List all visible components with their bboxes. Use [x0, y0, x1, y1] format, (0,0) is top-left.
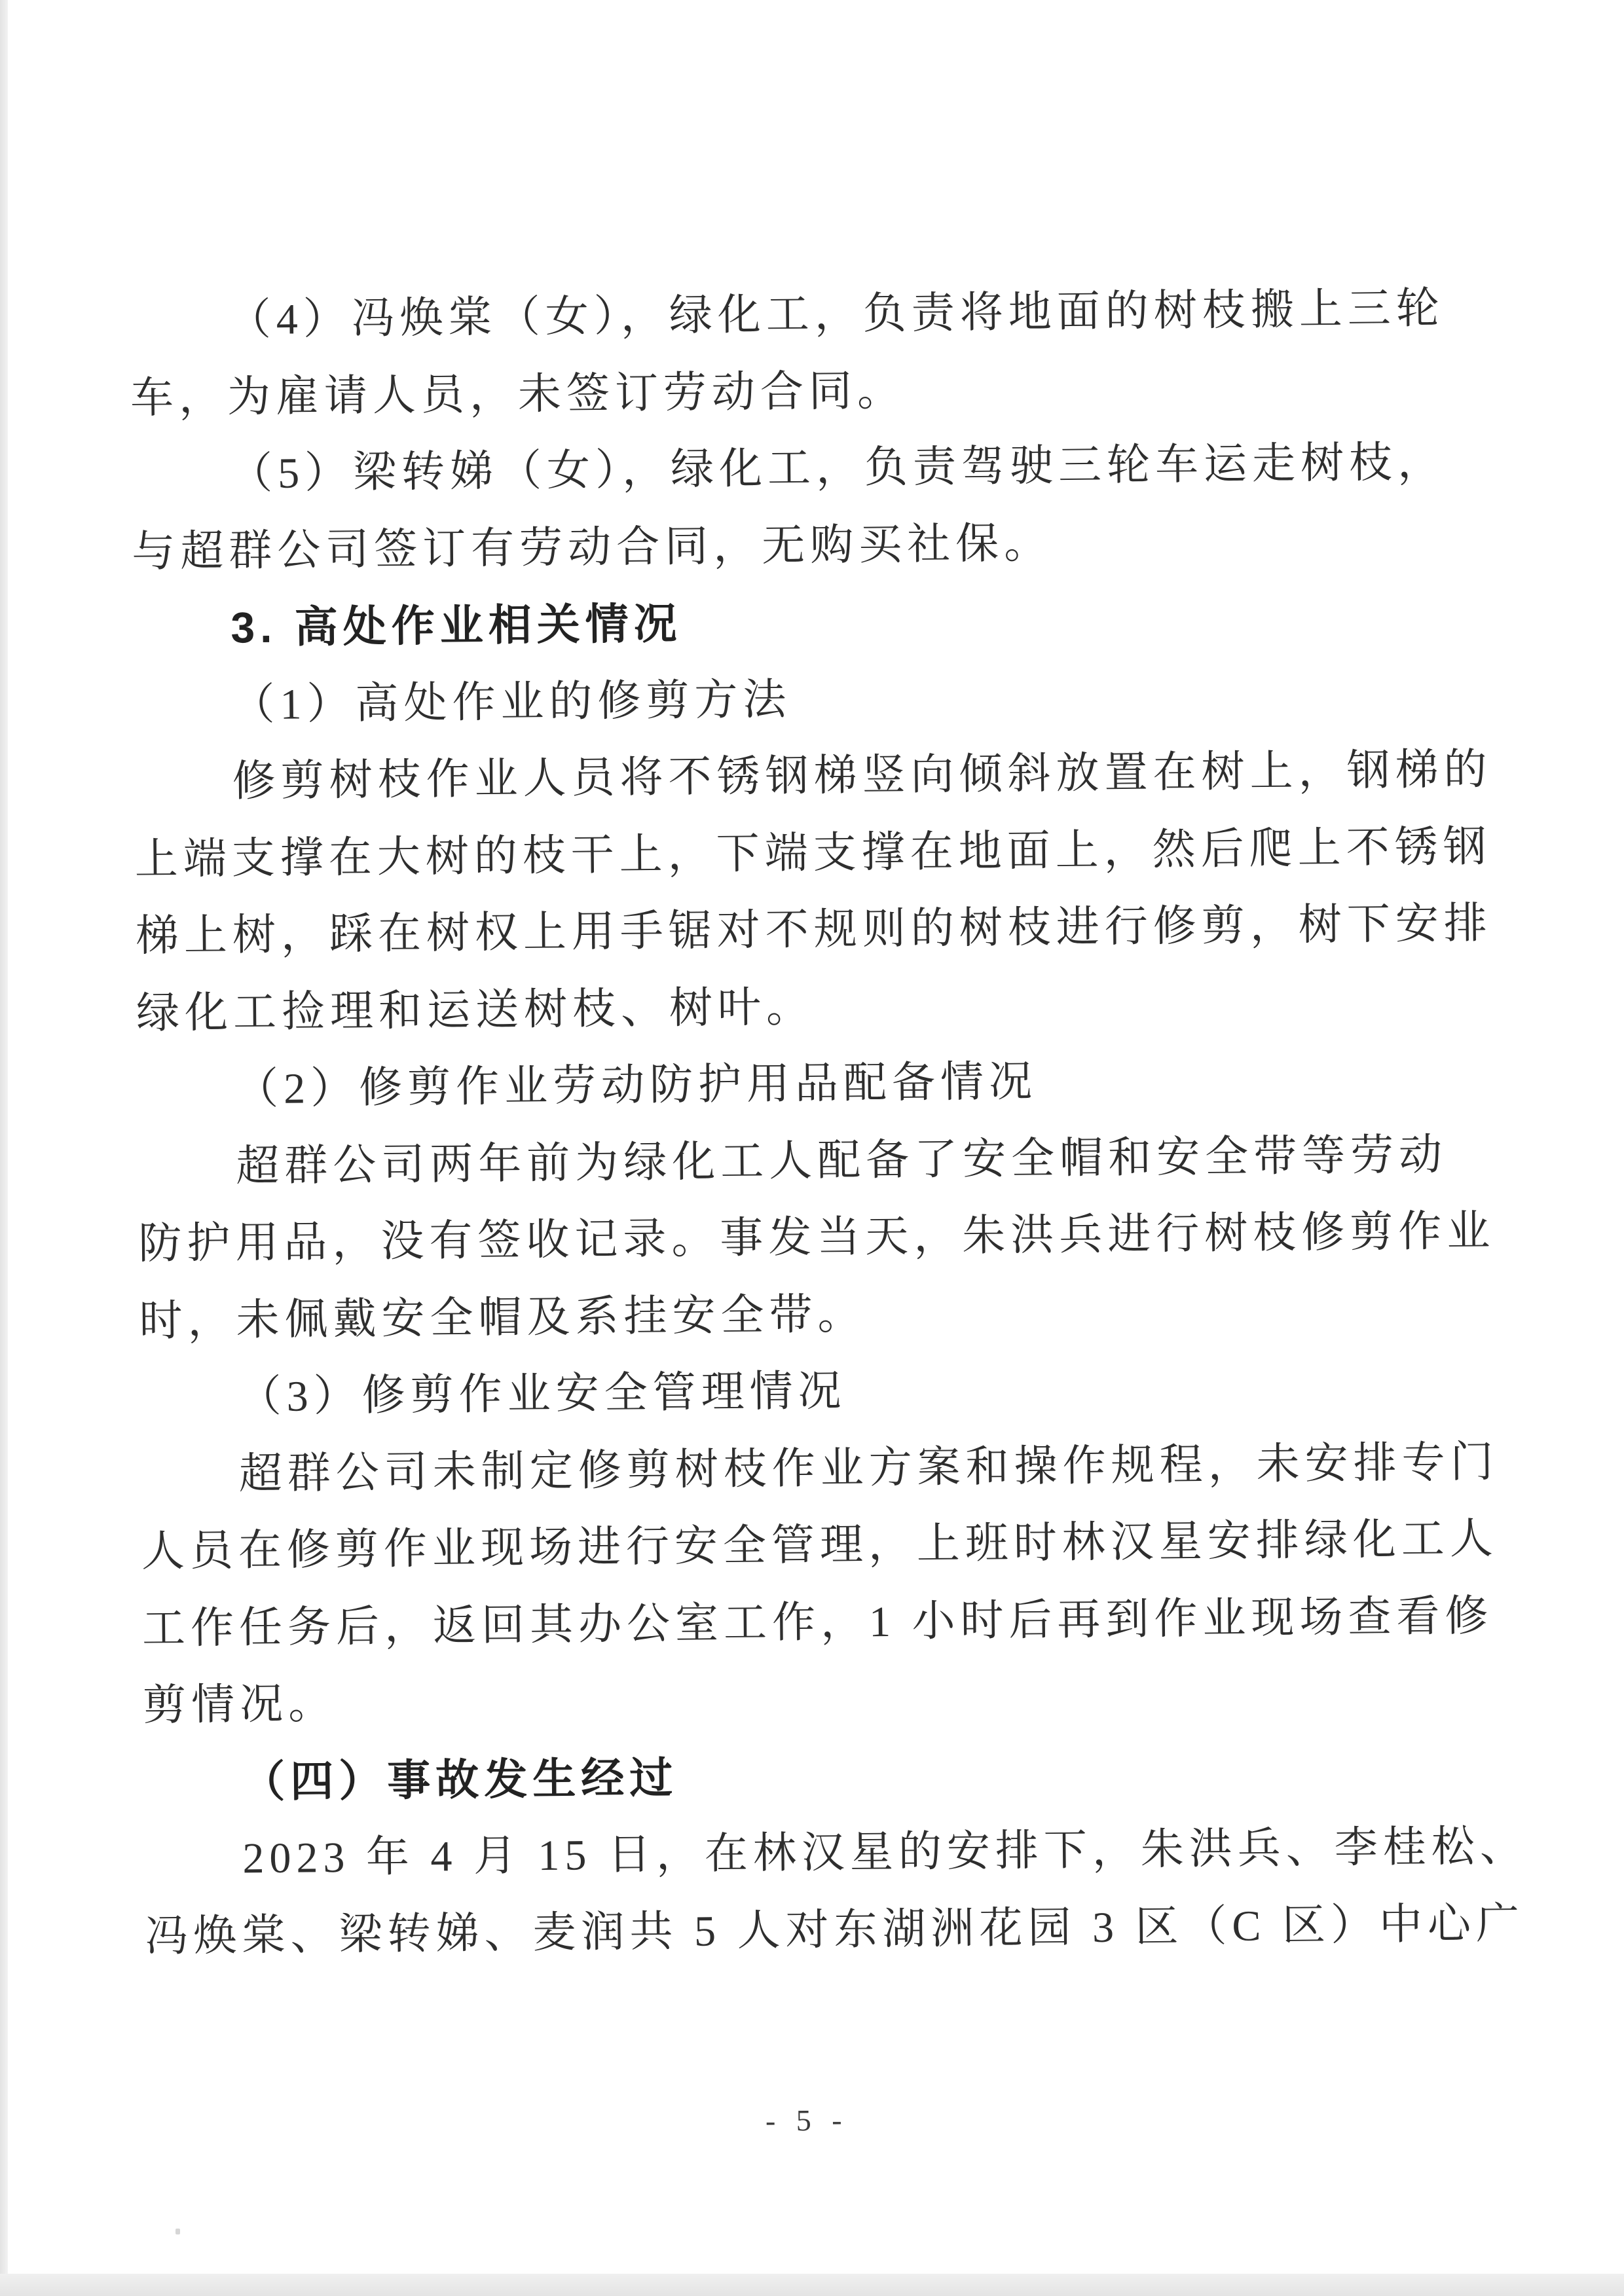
paragraph-line: 剪情况。	[142, 1680, 337, 1730]
paragraph-line: 人员在修剪作业现场进行安全管理，上班时林汉星安排绿化工人	[141, 1514, 1499, 1576]
subsection-heading: （1）高处作业的修剪方法	[231, 675, 792, 729]
paragraph-line: 与超群公司签订有劳动合同，无购买社保。	[131, 519, 1053, 576]
paragraph-line: 2023 年 4 月 15 日，在林汉星的安排下，朱洪兵、李桂松、	[242, 1822, 1529, 1883]
subsection-heading: （3）修剪作业安全管理情况	[238, 1367, 847, 1421]
section-heading: 3. 高处作业相关情况	[231, 598, 683, 652]
page-number: - 5 -	[765, 2103, 849, 2138]
section-heading: （四）事故发生经过	[241, 1753, 678, 1806]
paragraph-line: （4）冯焕棠（女），绿化工，负责将地面的树枝搬上三轮	[227, 284, 1445, 344]
paragraph-line: 超群公司两年前为绿化工人配备了安全帽和安全带等劳动	[235, 1131, 1448, 1190]
paragraph-line: 上端支撑在大树的枝干上，下端支撑在地面上，然后爬上不锈钢	[134, 822, 1492, 884]
paragraph-line: （5）梁转娣（女），绿化工，负责驾驶三轮车运走树枝，	[229, 438, 1447, 498]
paragraph-line: 时，未佩戴安全帽及系挂安全带。	[139, 1290, 866, 1345]
paragraph-line: 防护用品，没有签收记录。事发当天，朱洪兵进行树枝修剪作业	[138, 1207, 1496, 1268]
paragraph-line: 绿化工捡理和运送树枝、树叶。	[136, 983, 815, 1038]
paragraph-line: 工作任务后，返回其办公室工作，1 小时后再到作业现场查看修	[141, 1592, 1494, 1653]
paragraph-line: 梯上树，踩在树权上用手锯对不规则的树枝进行修剪，树下安排	[135, 900, 1493, 960]
scan-speck	[175, 2229, 180, 2234]
scan-edge-bottom	[0, 2274, 1624, 2296]
paragraph-line: 车，为雇请人员，未签订劳动合同。	[130, 367, 906, 422]
paragraph-line: 超群公司未制定修剪树枝作业方案和操作规程，未安排专门	[238, 1438, 1500, 1498]
paragraph-line: 修剪树枝作业人员将不锈钢梯竖向倾斜放置在树上，钢梯的	[232, 746, 1492, 806]
text-block	[129, 270, 1534, 1975]
paragraph-line: 冯焕棠、梁转娣、麦润共 5 人对东湖洲花园 3 区（C 区）中心广	[145, 1899, 1525, 1961]
scan-edge-left	[0, 0, 8, 2296]
subsection-heading: （2）修剪作业劳动防护用品配备情况	[234, 1057, 1038, 1114]
